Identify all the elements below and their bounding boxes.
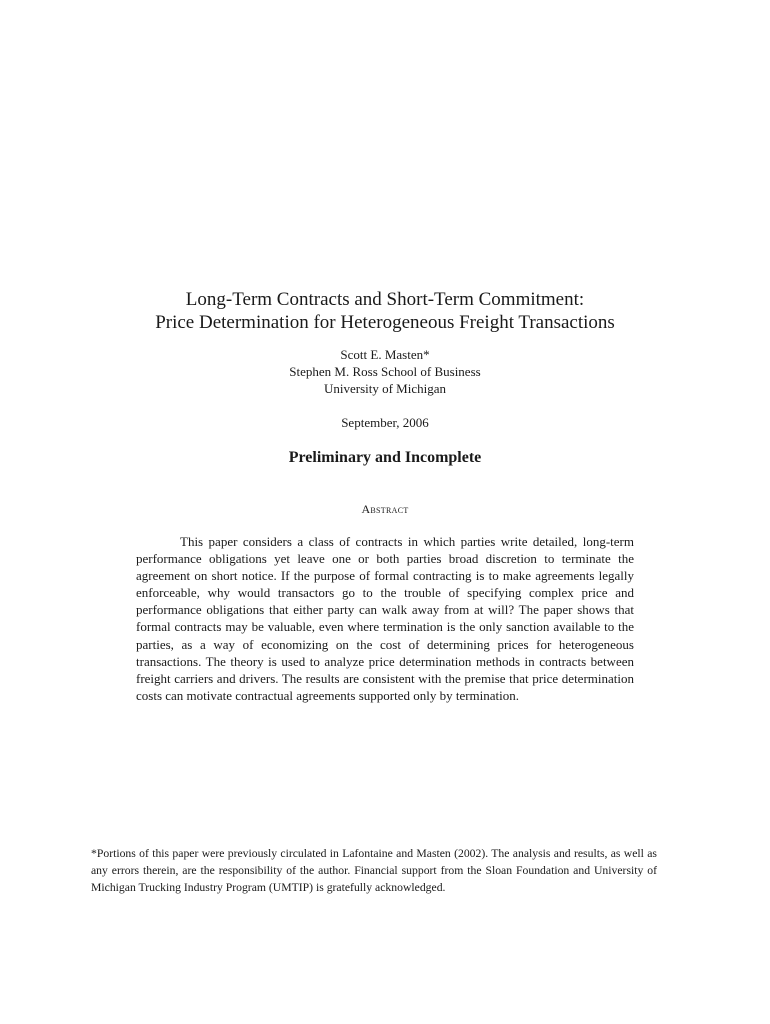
author-name: Scott E. Masten* [340, 347, 430, 362]
abstract-heading: Abstract [361, 502, 409, 516]
draft-status: Preliminary and Incomplete [288, 449, 482, 466]
paper-title-line-1: Long-Term Contracts and Short-Term Commitment: [185, 289, 585, 310]
abstract-text: This paper considers a class of contracts in which parties write detailed, long-term performance obligations yet leave one or both parties broad discretion to terminate the agreement on short notice. If the purpose of formal contracting is to make agreements legally enforceable, why would transactors go to the trouble of specifying complex price and performance obligations that either party can walk away from at will? The paper shows that formal contracts may be valuable, even where termination is the only sanction available to the parties, as a way of economizing on the cost of determining prices for heterogeneous transactions. The theory is used to analyze price determination methods in contracts between freight carriers and drivers. The results are consistent with the premise that price determination costs can motivate contractual agreements supported only by termination. [136, 534, 634, 703]
paper-title-line-2: Price Determination for Heterogeneous Freight Transactions [155, 312, 615, 333]
paper-date: September, 2006 [341, 415, 429, 430]
affiliation-university: University of Michigan [323, 381, 447, 396]
affiliation-school: Stephen M. Ross School of Business [289, 364, 481, 379]
author-footnote: *Portions of this paper were previously circulated in Lafontaine and Masten (2002). The analysis and results, as well as any errors therein, are the responsibility of the author. Financial support from the Sloan Foundation and University of Michigan Trucking Industry Program (UMTIP) is gratefully acknowledged. [91, 847, 657, 894]
